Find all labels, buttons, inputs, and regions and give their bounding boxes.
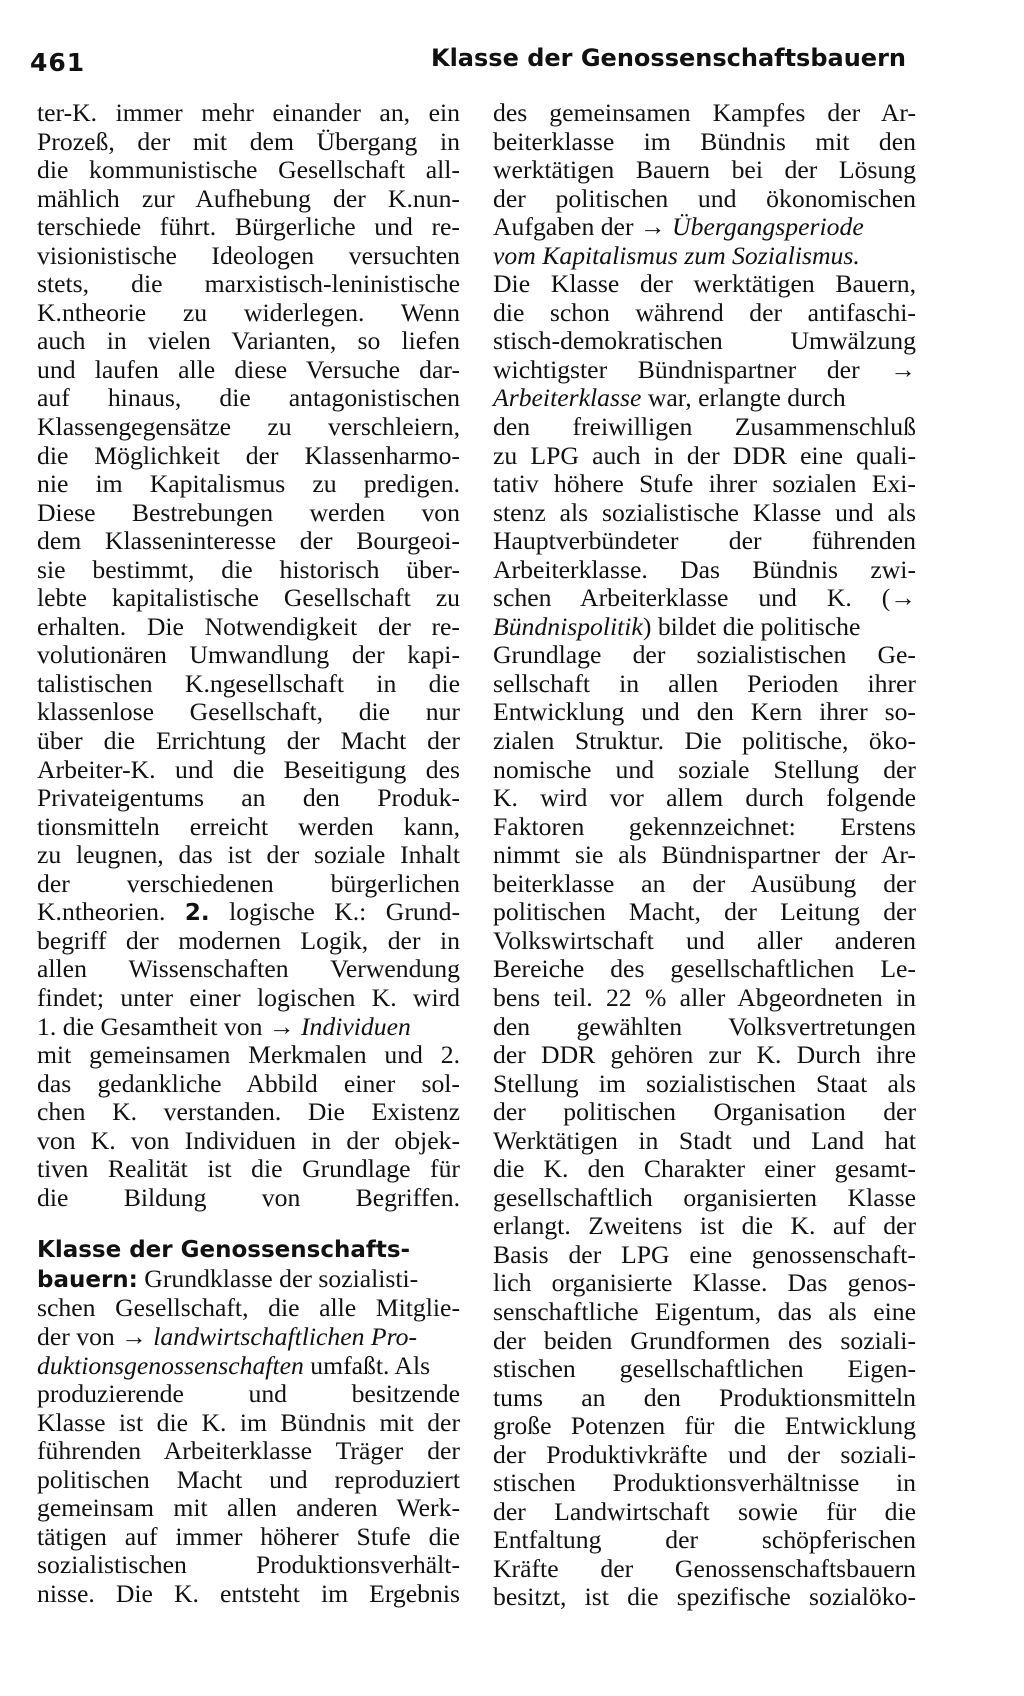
text-line <box>493 384 916 413</box>
text-line: nisse. Die K. entsteht im Ergebnis <box>37 1579 460 1608</box>
text-line: findet; unter einer logischen K. wird <box>37 983 460 1012</box>
text-line: wichtigster Bündnispartner der → <box>493 355 916 384</box>
text-line: gesellschaftlich organisierten Klasse <box>493 1183 916 1212</box>
text-line: besitzt, ist die spezifische sozialöko- <box>493 1583 916 1612</box>
running-title: Klasse der Genossenschaftsbauern <box>430 44 906 72</box>
text-line: sellschaft in allen Perioden ihrer <box>493 669 916 698</box>
text-line: produzierende und besitzende <box>37 1380 460 1409</box>
text-line: große Potenzen für die Entwicklung <box>493 1412 916 1441</box>
text-line: chen K. verstanden. Die Existenz <box>37 1098 460 1127</box>
cross-reference: duktionsgenossenschaften <box>37 1350 304 1380</box>
line-text: K.ntheorien. <box>37 898 166 927</box>
line-text: ) bildet die politische <box>642 611 861 641</box>
text-line: terschiede führt. Bürgerliche und re- <box>37 213 460 242</box>
cross-reference: Bündnispolitik <box>493 611 643 641</box>
right-lines-d <box>493 641 916 1612</box>
left-lines-b <box>37 927 460 1013</box>
text-line: die kommunistische Gesellschaft all- <box>37 156 460 185</box>
line-text: Grundklasse der sozialisti- <box>144 1263 419 1293</box>
text-line: ter-K. immer mehr einander an, ein <box>37 99 460 127</box>
text-line: beiterklasse im Bündnis mit den <box>493 127 916 156</box>
text-line: stischen gesellschaftlichen Eigen- <box>493 1355 916 1384</box>
text-line: auf hinaus, die antagonistischen <box>37 384 460 413</box>
text-line: tativ höhere Stufe ihrer sozialen Exi- <box>493 470 916 499</box>
text-line <box>37 1265 460 1295</box>
text-line: der DDR gehören zur K. Durch ihre <box>493 1041 916 1070</box>
text-line: K.ntheorie zu widerlegen. Wenn <box>37 298 460 327</box>
text-line <box>37 1352 460 1381</box>
line-text: Aufgaben der → <box>493 212 673 242</box>
cross-reference: landwirtschaftlichen Pro- <box>153 1321 418 1351</box>
text-line: werktätigen Bauern bei der Lösung <box>493 156 916 185</box>
text-line: führenden Arbeiterklasse Träger der <box>37 1437 460 1466</box>
cross-reference: Individuen <box>300 1011 411 1041</box>
line-text: 1. die Gesamtheit von → <box>37 1011 301 1041</box>
left-column <box>37 99 460 1608</box>
text-line: stenz als sozialistische Klasse und als <box>493 498 916 527</box>
text-line: sie bestimmt, die historisch über- <box>37 555 460 584</box>
text-line: zu LPG auch in der DDR eine quali- <box>493 441 916 470</box>
text-line: Kräfte der Genossenschaftsbauern <box>493 1554 916 1583</box>
text-line: schen Arbeiterklasse und K. (→ <box>493 584 916 613</box>
text-line: Die Klasse der werktätigen Bauern, <box>493 270 916 299</box>
text-line: der politischen und ökonomischen <box>493 184 916 213</box>
text-line: gemeinsam mit allen anderen Werk- <box>37 1494 460 1523</box>
text-line: nie im Kapitalismus zu predigen. <box>37 470 460 499</box>
text-line: Arbeiterklasse. Das Bündnis zwi- <box>493 555 916 584</box>
text-line: Privateigentums an den Produk- <box>37 784 460 813</box>
text-line: Volkswirtschaft und aller anderen <box>493 926 916 955</box>
text-line: dem Klasseninteresse der Bourgeoi- <box>37 527 460 556</box>
entry-heading: Klasse der Genossenschafts- <box>37 1237 411 1264</box>
text-line: Stellung im sozialistischen Staat als <box>493 1069 916 1098</box>
text-line <box>37 1323 460 1352</box>
text-line: tums an den Produktionsmitteln <box>493 1383 916 1412</box>
text-line: Basis der LPG eine genossenschaft- <box>493 1240 916 1269</box>
section-number: 2. <box>184 900 210 927</box>
page-number: 461 <box>30 48 86 77</box>
text-line: Hauptverbündeter der führenden <box>493 527 916 556</box>
text-line <box>493 242 916 271</box>
text-line: zialen Struktur. Die politische, öko- <box>493 727 916 756</box>
text-line: Klassengegensätze zu verschleiern, <box>37 413 460 442</box>
text-line: K. wird vor allem durch folgende <box>493 784 916 813</box>
text-line: Prozeß, der mit dem Übergang in <box>37 127 460 156</box>
entry-lines-b <box>37 1380 460 1608</box>
text-line: bens teil. 22 % aller Abgeordneten in <box>493 983 916 1012</box>
text-line: schen Gesellschaft, die alle Mitglie- <box>37 1294 460 1323</box>
text-line: Faktoren gekennzeichnet: Erstens <box>493 812 916 841</box>
text-line: der politischen Organisation der <box>493 1098 916 1127</box>
text-line: Bereiche des gesellschaftlichen Le- <box>493 955 916 984</box>
line-text: logische K.: Grund- <box>229 898 460 927</box>
entry-gap <box>37 1212 460 1236</box>
text-line: allen Wissenschaften Verwendung <box>37 955 460 984</box>
text-line: beiterklasse an der Ausübung der <box>493 869 916 898</box>
text-line: die Möglichkeit der Klassenharmo- <box>37 441 460 470</box>
text-line: die Bildung von Begriffen. <box>37 1183 460 1212</box>
text-line: Arbeiter-K. und die Beseitigung des <box>37 755 460 784</box>
text-line <box>37 1013 460 1042</box>
text-line: stets, die marxistisch-leninistische <box>37 270 460 299</box>
text-line: erhalten. Die Notwendigkeit der re- <box>37 612 460 641</box>
text-line: das gedankliche Abbild einer sol- <box>37 1069 460 1098</box>
text-line: Grundlage der sozialistischen Ge- <box>493 641 916 670</box>
line-text: der von → <box>37 1321 154 1351</box>
text-line: Entfaltung der schöpferischen <box>493 1526 916 1555</box>
text-line: die K. den Charakter einer gesamt- <box>493 1155 916 1184</box>
text-line <box>37 898 460 927</box>
text-line: auch in vielen Varianten, so liefen <box>37 327 460 356</box>
text-line: erlangt. Zweitens ist die K. auf der <box>493 1212 916 1241</box>
line-text: war, erlangte durch <box>641 383 846 413</box>
text-line: talistischen K.ngesellschaft in die <box>37 669 460 698</box>
text-line: lich organisierte Klasse. Das genos- <box>493 1269 916 1298</box>
text-line: nimmt sie als Bündnispartner der Ar- <box>493 841 916 870</box>
text-line: des gemeinsamen Kampfes der Ar- <box>493 99 916 127</box>
text-line: tätigen auf immer höherer Stufe die <box>37 1522 460 1551</box>
text-line: sozialistischen Produktionsverhält- <box>37 1551 460 1580</box>
text-line: der Landwirtschaft sowie für die <box>493 1497 916 1526</box>
right-lines-c <box>493 413 916 613</box>
text-line: politischen Macht und reproduziert <box>37 1465 460 1494</box>
text-line: Werktätigen in Stadt und Land hat <box>493 1126 916 1155</box>
text-line: tiven Realität ist die Grundlage für <box>37 1155 460 1184</box>
text-line: volutionären Umwandlung der kapi- <box>37 641 460 670</box>
cross-reference: vom Kapitalismus zum Sozialismus. <box>493 240 860 270</box>
text-line: mit gemeinsamen Merkmalen und 2. <box>37 1041 460 1070</box>
left-lines-c <box>37 1041 460 1212</box>
text-line: Klasse ist die K. im Bündnis mit der <box>37 1408 460 1437</box>
text-line: den freiwilligen Zusammenschluß <box>493 413 916 442</box>
text-line <box>493 213 916 242</box>
text-line: zu leugnen, das ist der soziale Inhalt <box>37 841 460 870</box>
text-line: stischen Produktionsverhältnisse in <box>493 1469 916 1498</box>
text-line: und laufen alle diese Versuche dar- <box>37 355 460 384</box>
entry-lines-a <box>37 1294 460 1323</box>
cross-reference: Übergangsperiode <box>672 212 864 242</box>
text-line: begriff der modernen Logik, der in <box>37 926 460 955</box>
right-column <box>493 99 916 1612</box>
entry-heading-end: bauern: <box>37 1266 138 1293</box>
text-line: über die Errichtung der Macht der <box>37 727 460 756</box>
text-line: lebte kapitalistische Gesellschaft zu <box>37 584 460 613</box>
text-line: klassenlose Gesellschaft, die nur <box>37 698 460 727</box>
text-line: den gewählten Volksvertretungen <box>493 1012 916 1041</box>
right-lines-a <box>493 99 916 213</box>
line-text: umfaßt. Als <box>303 1350 431 1380</box>
text-line: politischen Macht, der Leitung der <box>493 898 916 927</box>
right-lines-b <box>493 270 916 384</box>
text-line: tionsmitteln erreicht werden kann, <box>37 812 460 841</box>
text-line: stisch-demokratischen Umwälzung <box>493 327 916 356</box>
cross-reference: Arbeiterklasse <box>493 383 642 413</box>
left-lines-a <box>37 99 460 898</box>
text-line <box>493 613 916 642</box>
text-line: die schon während der antifaschi- <box>493 298 916 327</box>
text-line: mählich zur Aufhebung der K.nun- <box>37 184 460 213</box>
text-line: senschaftliche Eigentum, das als eine <box>493 1297 916 1326</box>
text-line: visionistische Ideologen versuchten <box>37 241 460 270</box>
text-line: der beiden Grundformen des soziali- <box>493 1326 916 1355</box>
text-line: nomische und soziale Stellung der <box>493 755 916 784</box>
text-line: Entwicklung und den Kern ihrer so- <box>493 698 916 727</box>
text-line: von K. von Individuen in der objek- <box>37 1126 460 1155</box>
text-line: der Produktivkräfte und der soziali- <box>493 1440 916 1469</box>
text-line: der verschiedenen bürgerlichen <box>37 869 460 898</box>
text-line: Diese Bestrebungen werden von <box>37 498 460 527</box>
